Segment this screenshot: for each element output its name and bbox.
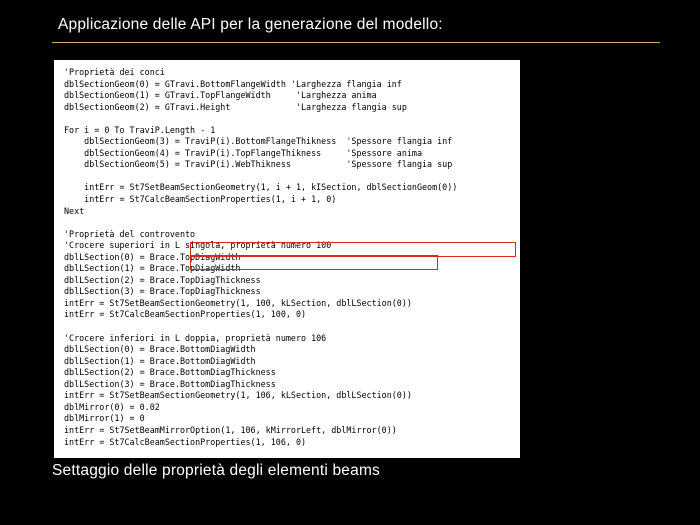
code-line: dblLSection(0) = Brace.TopDiagWidth xyxy=(64,251,241,262)
code-line: intErr = St7CalcBeamSectionProperties(1, 106, 0) xyxy=(64,436,307,447)
code-line: intErr = St7CalcBeamSectionProperties(1, i + 1, 0) xyxy=(64,194,337,205)
code-line: intErr = St7SetBeamMirrorOption(1, 106, kMirrorLeft, dblMirror(0)) xyxy=(64,424,397,435)
title-divider xyxy=(52,42,660,43)
code-line: 'Crocere inferiori in L doppia, proprietà numero 106 xyxy=(64,332,327,343)
code-line xyxy=(64,113,457,125)
code-line: For i = 0 To TraviP.Length - 1 xyxy=(64,124,216,135)
code-line: dblLSection(1) = Brace.TopDiagWidth xyxy=(64,263,241,274)
code-line: intErr = St7SetBeamSectionGeometry(1, 106, kLSection, dblLSection(0)) xyxy=(64,390,412,401)
code-line: dblSectionGeom(2) = GTravi.Height 'Larghezza flangia sup xyxy=(64,101,407,112)
code-line: dblSectionGeom(5) = TraviP(i).WebThikness 'Spessore flangia sup xyxy=(64,159,453,170)
code-line: 'Proprietà del controvento xyxy=(64,228,196,239)
code-line xyxy=(64,321,457,333)
code-line: intErr = St7SetBeamSectionGeometry(1, 100, kLSection, dblLSection(0)) xyxy=(64,297,412,308)
code-line: dblSectionGeom(0) = GTravi.BottomFlangeWidth 'Larghezza flangia inf xyxy=(64,78,402,89)
code-line: intErr = St7CalcBeamSectionProperties(1, 100, 0) xyxy=(64,309,307,320)
code-line: Next xyxy=(64,205,85,216)
code-line xyxy=(64,171,457,183)
page-title: Applicazione delle API per la generazione del modello: xyxy=(58,16,443,33)
code-panel xyxy=(54,60,520,458)
slide-caption: Settaggio delle proprietà degli elementi beams xyxy=(52,462,381,479)
code-line: dblSectionGeom(1) = GTravi.TopFlangeWidth 'Larghezza anima xyxy=(64,90,377,101)
code-line: 'Crocere superiori in L singola, proprietà numero 100 xyxy=(64,240,332,251)
code-line: dblLSection(0) = Brace.BottomDiagWidth xyxy=(64,344,256,355)
code-line: dblLSection(1) = Brace.BottomDiagWidth xyxy=(64,355,256,366)
code-line: dblSectionGeom(3) = TraviP(i).BottomFlangeThikness 'Spessore flangia inf xyxy=(64,136,453,147)
code-line: dblLSection(3) = Brace.BottomDiagThickness xyxy=(64,378,276,389)
code-line: 'Proprietà dei conci xyxy=(64,67,165,77)
code-line: dblSectionGeom(4) = TraviP(i).TopFlangeThikness 'Spessore anima xyxy=(64,147,422,158)
code-line: dblLSection(2) = Brace.TopDiagThickness xyxy=(64,274,261,285)
code-line: dblLSection(2) = Brace.BottomDiagThickness xyxy=(64,367,276,378)
code-line: dblMirror(1) = 0 xyxy=(64,413,145,424)
code-line: dblMirror(0) = 0.02 xyxy=(64,401,160,412)
code-line: dblLSection(3) = Brace.TopDiagThickness xyxy=(64,286,261,297)
code-block xyxy=(64,67,457,448)
code-line: intErr = St7SetBeamSectionGeometry(1, i + 1, kISection, dblSectionGeom(0)) xyxy=(64,182,458,193)
code-line xyxy=(64,217,457,229)
